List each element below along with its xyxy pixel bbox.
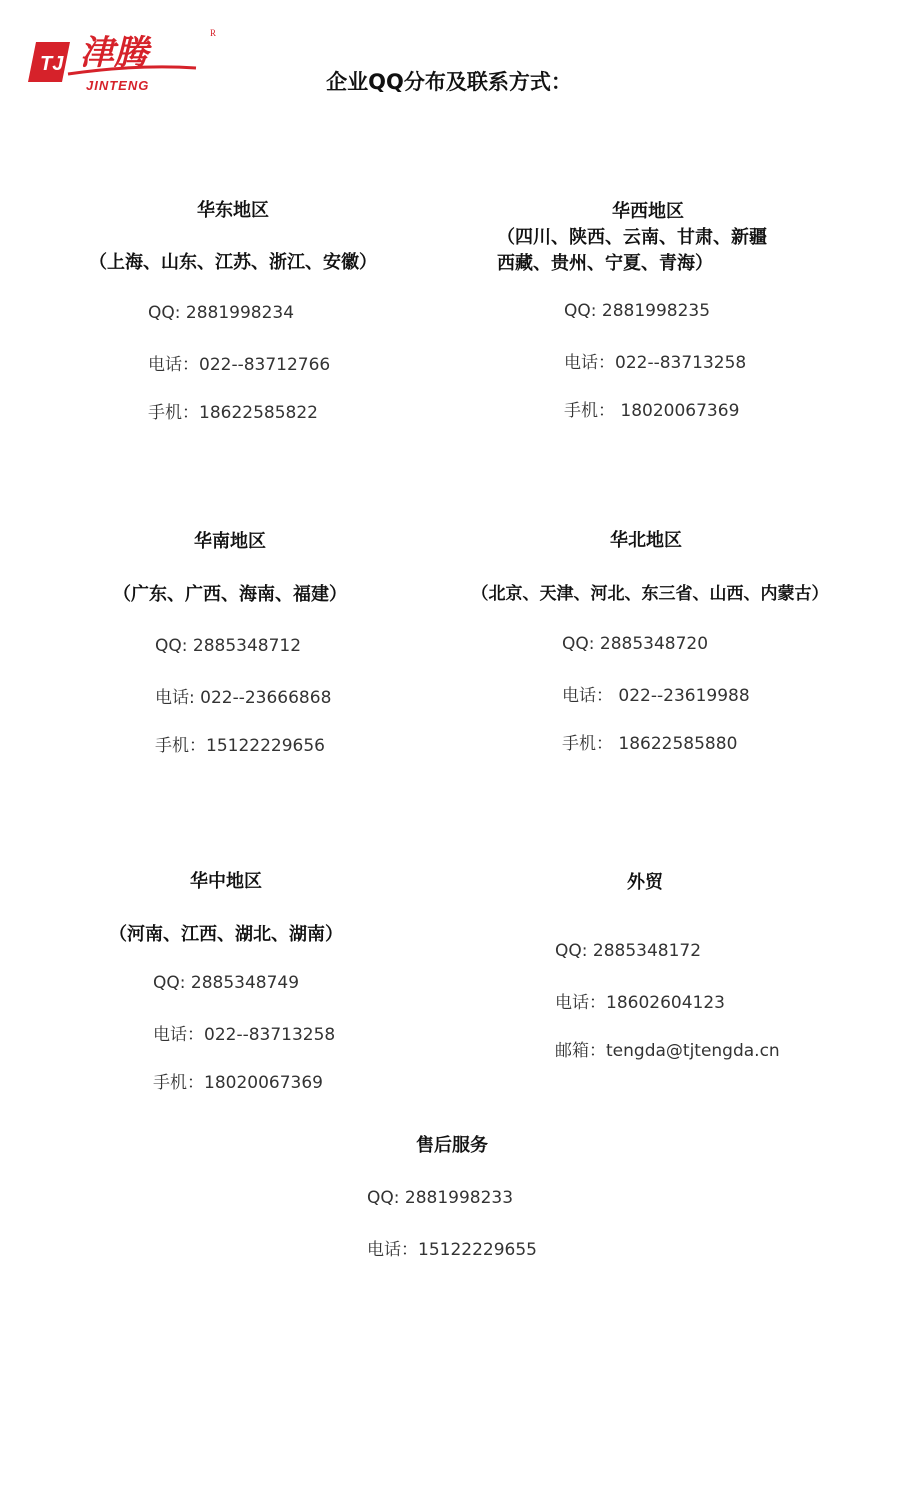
region-title: 外贸	[627, 872, 663, 893]
region-subtitle: （河南、江西、湖北、湖南）	[109, 924, 343, 945]
region-title: 华西地区	[612, 201, 684, 222]
qq-line: QQ: 2885348749	[153, 973, 300, 993]
mobile-line: 手机： 18622585880	[562, 734, 738, 754]
region-title: 华南地区	[194, 531, 266, 552]
region-subtitle-line2: 西藏、贵州、宁夏、青海）	[497, 253, 713, 274]
phone-line: 电话：15122229655	[367, 1240, 537, 1260]
region-title: 售后服务	[416, 1135, 488, 1156]
region-subtitle-line1: （四川、陕西、云南、甘肃、新疆	[497, 227, 767, 248]
svg-text:R: R	[210, 28, 217, 38]
phone-line: 电话：022--83713258	[153, 1025, 336, 1045]
region-title: 华中地区	[190, 871, 262, 892]
qq-line: QQ: 2881998234	[148, 303, 295, 323]
qq-line: QQ: 2881998235	[564, 301, 711, 321]
region-title: 华北地区	[610, 530, 682, 551]
svg-text:JINTENG: JINTENG	[86, 78, 150, 93]
phone-line: 电话： 022--23619988	[562, 686, 750, 706]
region-subtitle: （广东、广西、海南、福建）	[113, 584, 347, 605]
svg-text:TJ: TJ	[40, 53, 64, 75]
mobile-line: 手机：15122229656	[155, 736, 325, 756]
qq-line: QQ: 2885348720	[562, 634, 709, 654]
phone-line: 电话：022--83712766	[148, 355, 331, 375]
qq-line: QQ: 2885348172	[555, 941, 702, 961]
phone-line: 电话：022--83713258	[564, 353, 747, 373]
region-subtitle: （北京、天津、河北、东三省、山西、内蒙古）	[471, 584, 829, 604]
region-title: 华东地区	[197, 200, 269, 221]
phone-line: 电话: 022--23666868	[155, 688, 332, 708]
mobile-line: 手机： 18020067369	[564, 401, 740, 421]
mobile-line: 手机：18622585822	[148, 403, 318, 423]
qq-line: QQ: 2881998233	[367, 1188, 514, 1208]
phone-line: 电话：18602604123	[555, 993, 725, 1013]
region-subtitle: （上海、山东、江苏、浙江、安徽）	[89, 252, 377, 273]
mobile-line: 手机：18020067369	[153, 1073, 323, 1093]
svg-text:津腾: 津腾	[80, 33, 148, 73]
page-title: 企业QQ分布及联系方式：	[326, 70, 572, 94]
email-line: 邮箱：tengda@tjtengda.cn	[555, 1041, 780, 1061]
qq-line: QQ: 2885348712	[155, 636, 302, 656]
